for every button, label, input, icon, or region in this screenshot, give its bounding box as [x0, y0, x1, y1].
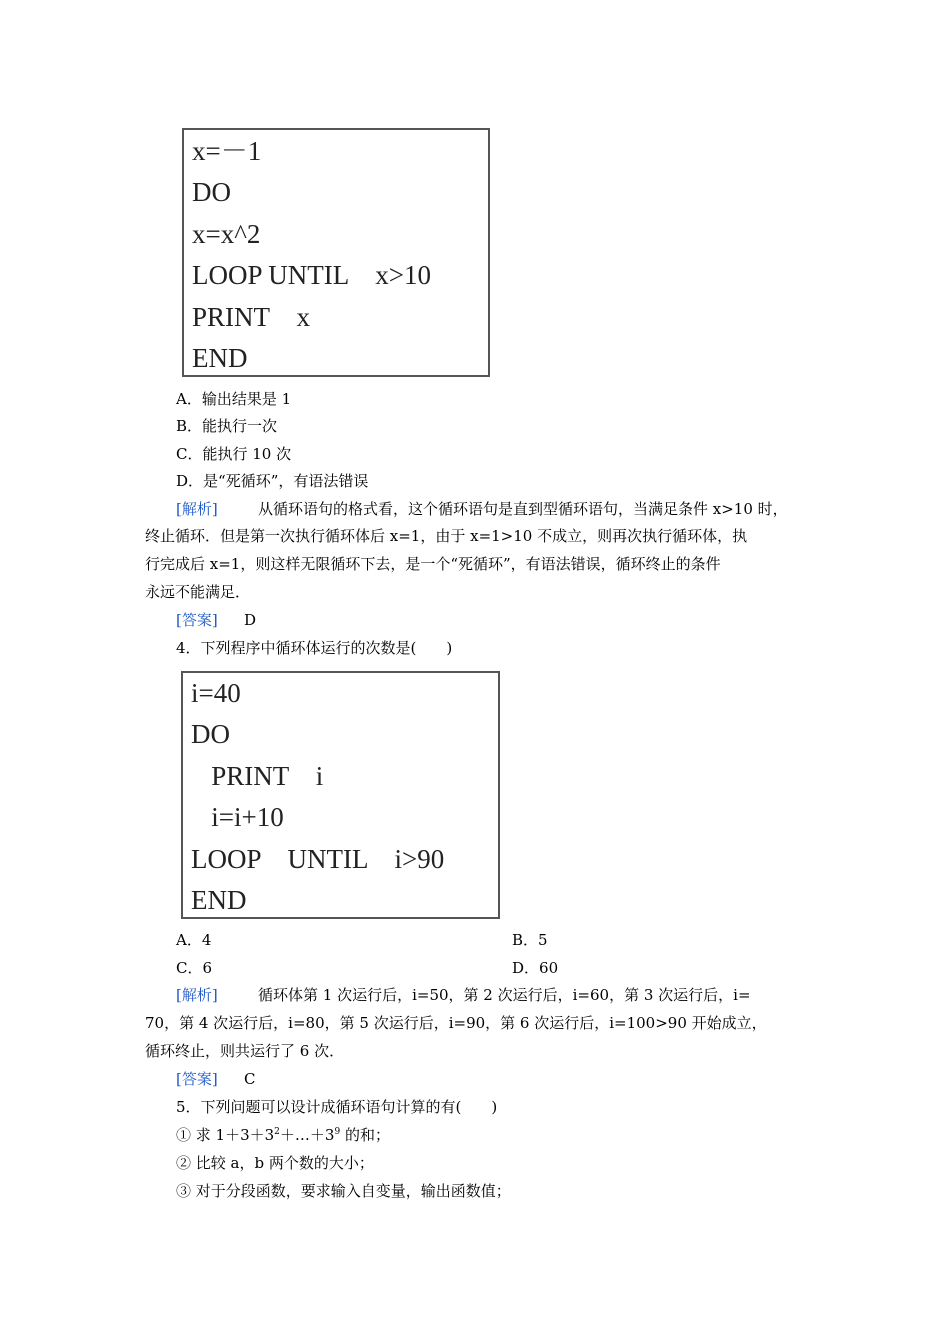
list-item: ③ 对于分段函数，要求输入自变量，输出函数值；: [176, 1182, 511, 1200]
question-5: 5．下列问题可以设计成循环语句计算的有( ): [176, 1098, 498, 1116]
code-line: LOOP UNTIL x>10: [192, 260, 431, 290]
code-box-2: [181, 671, 500, 919]
option-c: C．6: [176, 959, 213, 977]
code-box-1: [182, 128, 490, 377]
option-a: A．输出结果是 1: [176, 390, 292, 408]
list-item: ② 比较 a，b 两个数的大小；: [176, 1154, 374, 1172]
answer-tag: [答案]: [176, 611, 218, 629]
analysis-line: 循环体第 1 次运行后，i=50，第 2 次运行后，i=60，第 3 次运行后，i=: [258, 986, 751, 1004]
code-line: DO: [191, 719, 230, 749]
analysis-line: 循环终止，则共运行了 6 次．: [145, 1042, 345, 1060]
option-d: D．60: [512, 959, 559, 977]
code-line: DO: [192, 177, 231, 207]
option-c: C．能执行 10 次: [176, 445, 292, 463]
code-line: LOOP UNTIL i>90: [191, 844, 445, 874]
item-text: ＋…＋3: [279, 1126, 335, 1144]
question-4: 4．下列程序中循环体运行的次数是( ): [176, 639, 453, 657]
analysis-line: 从循环语句的格式看，这个循环语句是直到型循环语句，当满足条件 x>10 时，: [258, 500, 788, 518]
code-line: x=x^2: [192, 219, 261, 249]
code-line: i=i+10: [191, 802, 284, 832]
analysis-line: 70，第 4 次运行后，i=80，第 5 次运行后，i=90，第 6 次运行后，i=100>90 开始成立，: [145, 1014, 767, 1032]
code-line: PRINT i: [191, 761, 324, 791]
option-b: B．5: [512, 931, 548, 949]
list-item: [176, 1124, 390, 1146]
analysis-tag: [解析]: [176, 986, 218, 1004]
option-a: A．4: [176, 931, 212, 949]
superscript: 2: [274, 1127, 280, 1137]
analysis-line: 永远不能满足．: [145, 583, 251, 601]
answer-tag: [答案]: [176, 1070, 218, 1088]
item-text: 的和；: [340, 1126, 390, 1144]
superscript: 9: [334, 1127, 341, 1137]
code-line: END: [191, 885, 247, 915]
analysis-tag: [解析]: [176, 500, 218, 518]
analysis-line: 终止循环．但是第一次执行循环体后 x=1，由于 x=1>10 不成立，则再次执行循环体，执: [145, 527, 748, 545]
option-d: D．是“死循环”，有语法错误: [176, 472, 369, 490]
option-b: B．能执行一次: [176, 417, 278, 435]
code-line: END: [192, 343, 248, 373]
code-line: x=－1: [192, 136, 262, 166]
code-line: PRINT x: [192, 302, 311, 332]
item-text: ① 求 1＋3＋3: [176, 1126, 275, 1144]
answer-value: C: [244, 1070, 256, 1088]
answer-value: D: [244, 611, 257, 629]
analysis-line: 行完成后 x=1，则这样无限循环下去，是一个“死循环”，有语法错误，循环终止的条件: [145, 555, 721, 573]
code-line: i=40: [191, 678, 241, 708]
